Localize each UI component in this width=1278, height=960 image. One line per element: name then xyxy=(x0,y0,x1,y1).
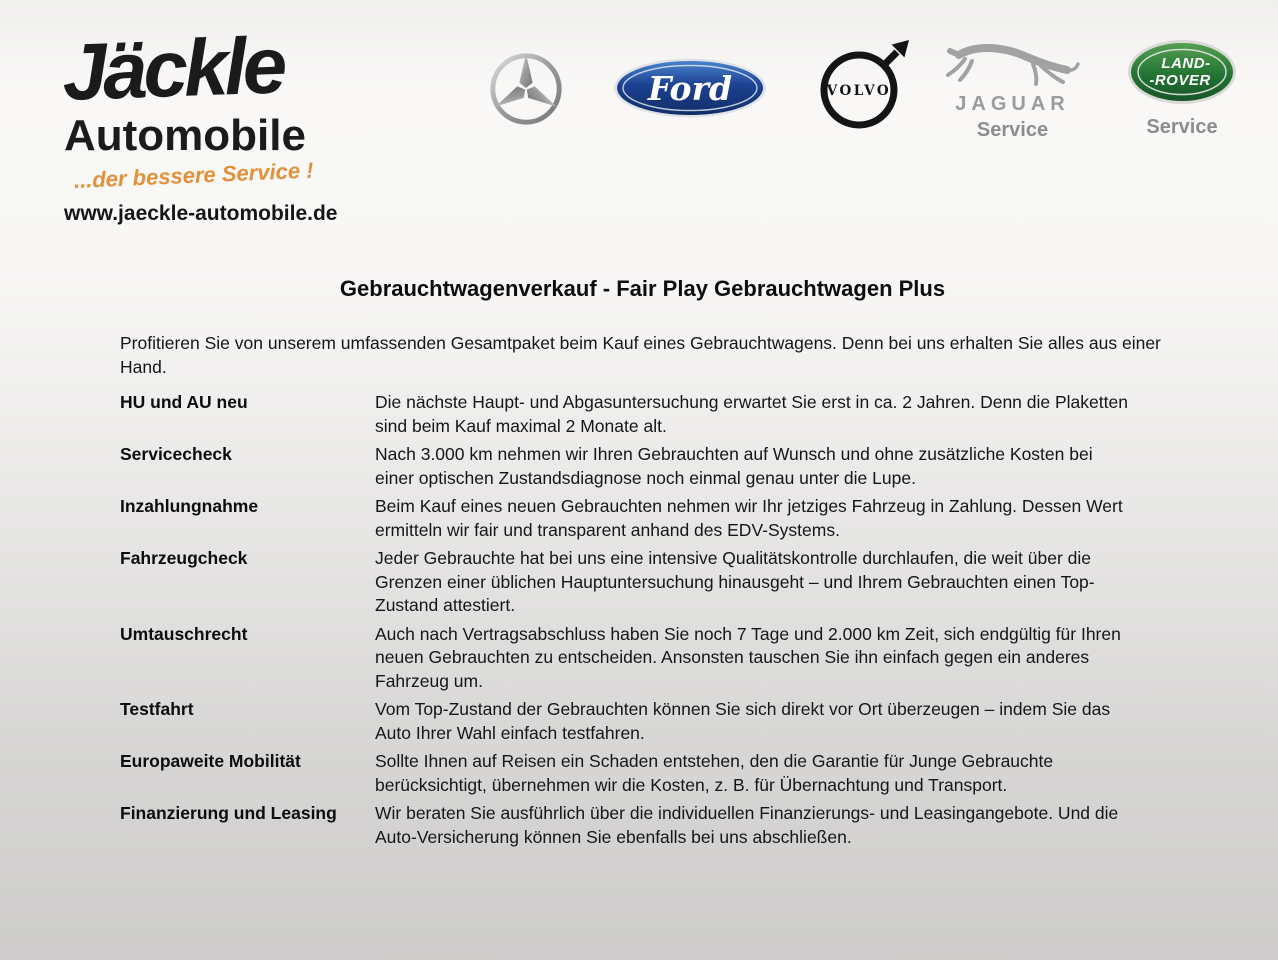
feature-text: Auch nach Vertragsabschluss haben Sie noch 7 Tage und 2.000 km Zeit, sich endgültig für Ihren neuen Gebrauchten zu entscheiden. Ansonsten tauschen Sie ihn einfach gegen ein anderes Fahrzeug um. xyxy=(375,623,1121,691)
feature-row-servicecheck xyxy=(120,443,1165,490)
feature-row-umtauschrecht xyxy=(120,623,1165,694)
ford-oval-icon xyxy=(612,57,768,119)
feature-text: Vom Top-Zustand der Gebrauchten können Sie sich direkt vor Ort überzeugen – indem Sie das Auto Ihrer Wahl einfach testfahren. xyxy=(375,699,1111,743)
dealer-name: Jäckle xyxy=(60,20,285,118)
feature-label: Testfahrt xyxy=(120,699,194,719)
feature-label: Fahrzeugcheck xyxy=(120,548,248,568)
jaguar-leaper-icon xyxy=(945,40,1080,86)
feature-label: Inzahlungnahme xyxy=(120,496,259,516)
feature-row-finanzierung xyxy=(120,802,1165,849)
feature-text: Sollte Ihnen auf Reisen ein Schaden entstehen, den die Garantie für Junge Gebrauchte berücksichtigt, übernehmen wir die Kosten, z. B. für Übernachtung und Transport. xyxy=(375,751,1054,795)
feature-row-mobilitaet xyxy=(120,750,1165,797)
feature-row-testfahrt xyxy=(120,698,1165,745)
feature-text: Beim Kauf eines neuen Gebrauchten nehmen wir Ihr jetziges Fahrzeug in Zahlung. Dessen Wert ermitteln wir fair und transparent anhand des EDV-Systems. xyxy=(375,496,1123,540)
feature-row-inzahlungnahme xyxy=(120,495,1165,542)
feature-label: Servicecheck xyxy=(120,444,232,464)
content-area xyxy=(120,276,1165,854)
volvo-wordmark: VOLVO xyxy=(826,83,892,99)
feature-text: Wir beraten Sie ausführlich über die individuellen Finanzierungs- und Leasingangebote. Und die Auto-Versicherung können Sie ebenfalls bei uns abschließen. xyxy=(375,803,1119,847)
land-rover-oval-icon xyxy=(1126,38,1238,108)
jaguar-service-label: Service xyxy=(976,119,1049,141)
ford-wordmark: Ford xyxy=(647,69,733,108)
land-rover-service-label: Service xyxy=(1146,116,1218,138)
page-title: Gebrauchtwagenverkauf - Fair Play Gebrauchtwagen Plus xyxy=(339,276,946,301)
volvo-mark-icon xyxy=(812,33,912,138)
dealer-logo xyxy=(60,20,364,226)
dealer-tagline: ...der bessere Service ! xyxy=(73,157,314,193)
feature-label: HU und AU neu xyxy=(120,392,248,412)
feature-text: Nach 3.000 km nehmen wir Ihren Gebrauchten auf Wunsch und ohne zusätzliche Kosten bei einer optischen Zustandsdiagnose noch einmal genau unter die Lupe. xyxy=(375,444,1093,488)
feature-text: Die nächste Haupt- und Abgasuntersuchung erwartet Sie erst in ca. 2 Jahren. Denn die Plaketten sind beim Kauf maximal 2 Monate alt. xyxy=(375,392,1128,436)
dealer-website: www.jaeckle-automobile.de xyxy=(64,202,338,225)
dealer-subname: Automobile xyxy=(64,111,306,160)
jaguar-wordmark: JAGUAR xyxy=(955,93,1070,115)
feature-text: Jeder Gebrauchte hat bei uns eine intensive Qualitätskontrolle durchlaufen, die weit über die Grenzen einer üblichen Hauptuntersuchung hinausgeht – und Ihrem Gebrauchten einen Top-Zustand attestiert. xyxy=(375,548,1095,615)
intro-paragraph: Profitieren Sie von unserem umfassenden Gesamtpaket beim Kauf eines Gebrauchtwagens. Denn bei uns erhalten Sie alles aus einer Hand. xyxy=(120,333,1161,377)
mercedes-star-icon xyxy=(487,50,565,128)
ford-logo xyxy=(612,57,768,119)
feature-row-fahrzeugcheck xyxy=(120,547,1165,618)
feature-label: Europaweite Mobilität xyxy=(120,751,301,771)
jaguar-logo xyxy=(945,40,1080,142)
feature-label: Umtauschrecht xyxy=(120,623,248,644)
land-rover-wordmark-line2: -ROVER xyxy=(1149,72,1211,89)
feature-list xyxy=(120,391,1165,849)
mercedes-benz-logo xyxy=(487,50,565,128)
feature-label: Finanzierung und Leasing xyxy=(120,803,337,823)
feature-row-hu-au xyxy=(120,391,1165,438)
land-rover-logo xyxy=(1126,38,1238,139)
land-rover-wordmark-line1: LAND- xyxy=(1161,55,1211,72)
volvo-logo xyxy=(812,33,912,138)
